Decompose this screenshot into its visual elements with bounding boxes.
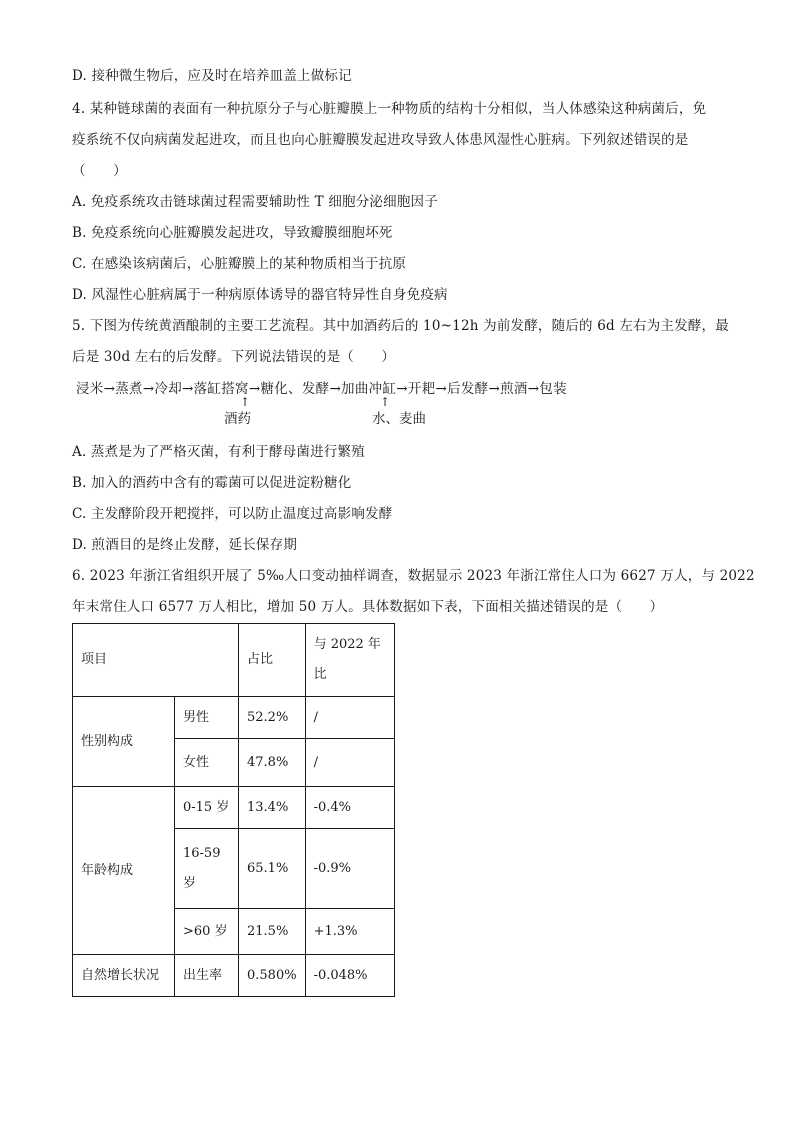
up-arrow-icon: ↑ (380, 395, 391, 409)
question-4-stem-line-2: 疫系统不仅向病菌发起进攻，而且也向心脏瓣膜发起进攻导致人体患风湿性心脏病。下列叙述错误的是 (72, 132, 689, 148)
cell-age-16-59 (175, 829, 239, 909)
cell-male-compare: / (305, 697, 394, 739)
cell-female: 女性 (175, 739, 239, 787)
cell-age-60-plus-compare: +1.3% (305, 909, 394, 955)
cell-age-0-15-compare: -0.4% (305, 787, 394, 829)
cell-age-16-59-ratio: 65.1% (239, 829, 306, 909)
cell-male-ratio: 52.2% (239, 697, 306, 739)
cell-birth-compare: -0.048% (305, 955, 394, 997)
cell-female-compare: / (305, 739, 394, 787)
header-compare-line-1: 与 2022 年 (313, 637, 381, 652)
table-row (73, 787, 395, 829)
cell-age-60-plus: >60 岁 (175, 909, 239, 955)
cell-female-ratio: 47.8% (239, 739, 306, 787)
question-5-stem-line-1: 5. 下图为传统黄酒酿制的主要工艺流程。其中加酒药后的 10~12h 为前发酵，随后的 6d 左右为主发酵，最 (72, 318, 729, 334)
flowchart-input-yeast: 酒药 (224, 411, 251, 427)
cell-birth: 出生率 (175, 955, 239, 997)
cell-age-60-plus-ratio: 21.5% (239, 909, 306, 955)
flowchart-main-steps: 浸米→蒸煮→冷却→落缸搭窝→糖化、发酵→加曲冲缸→开耙→后发酵→煎酒→包装 (76, 381, 567, 397)
question-5-option-d: D. 煎酒目的是终止发酵，延长保存期 (72, 537, 298, 553)
header-compare (305, 624, 394, 697)
question-5-option-c: C. 主发酵阶段开耙搅拌，可以防止温度过高影响发酵 (72, 506, 393, 522)
question-6-stem-line-2: 年末常住人口 6577 万人相比，增加 50 万人。具体数据如下表，下面相关描述错误的是（ ） (72, 599, 664, 615)
question-6-stem-line-1: 6. 2023 年浙江省组织开展了 5‰人口变动抽样调查，数据显示 2023 年浙江常住人口为 6627 万人，与 2022 (72, 568, 755, 584)
table-header-row (73, 624, 395, 697)
cell-birth-ratio: 0.580% (239, 955, 306, 997)
question-4-option-a: A. 免疫系统攻击链球菌过程需要辅助性 T 细胞分泌细胞因子 (72, 194, 438, 210)
brewing-process-flowchart (72, 380, 692, 430)
cell-age-0-15-ratio: 13.4% (239, 787, 306, 829)
question-5-option-a: A. 蒸煮是为了严格灭菌，有利于酵母菌进行繁殖 (72, 444, 365, 460)
population-data-table (72, 623, 395, 997)
cell-male: 男性 (175, 697, 239, 739)
flowchart-input-water-koji: 水、麦曲 (372, 411, 426, 427)
cell-age-16-59-compare: -0.9% (305, 829, 394, 909)
cell-age-0-15: 0-15 岁 (175, 787, 239, 829)
header-item: 项目 (73, 624, 239, 697)
cell-age-16-59-line-2: 岁 (183, 875, 197, 891)
header-compare-line-2: 比 (313, 667, 327, 682)
up-arrow-icon: ↑ (240, 395, 251, 409)
question-4-stem-line-1: 4. 某种链球菌的表面有一种抗原分子与心脏瓣膜上一种物质的结构十分相似，当人体感染这种病菌后，免 (72, 101, 707, 117)
question-5-stem-line-2: 后是 30d 左右的后发酵。下列说法错误的是（ ） (72, 349, 396, 365)
question-4-option-c: C. 在感染该病菌后，心脏瓣膜上的某种物质相当于抗原 (72, 256, 407, 272)
option-d-q3: D. 接种微生物后，应及时在培养皿盖上做标记 (72, 68, 352, 84)
question-4-option-b: B. 免疫系统向心脏瓣膜发起进攻，导致瓣膜细胞坏死 (72, 225, 393, 241)
table-row (73, 697, 395, 739)
table-row (73, 955, 395, 997)
group-natural-growth: 自然增长状况 (73, 955, 175, 997)
group-gender: 性别构成 (73, 697, 175, 787)
cell-age-16-59-line-1: 16-59 (183, 845, 221, 861)
question-4-option-d: D. 风湿性心脏病属于一种病原体诱导的器官特异性自身免疫病 (72, 287, 448, 303)
question-4-answer-blank: （ ） (72, 163, 127, 179)
group-age: 年龄构成 (73, 787, 175, 955)
question-5-option-b: B. 加入的酒药中含有的霉菌可以促进淀粉糖化 (72, 475, 352, 491)
header-ratio: 占比 (239, 624, 306, 697)
